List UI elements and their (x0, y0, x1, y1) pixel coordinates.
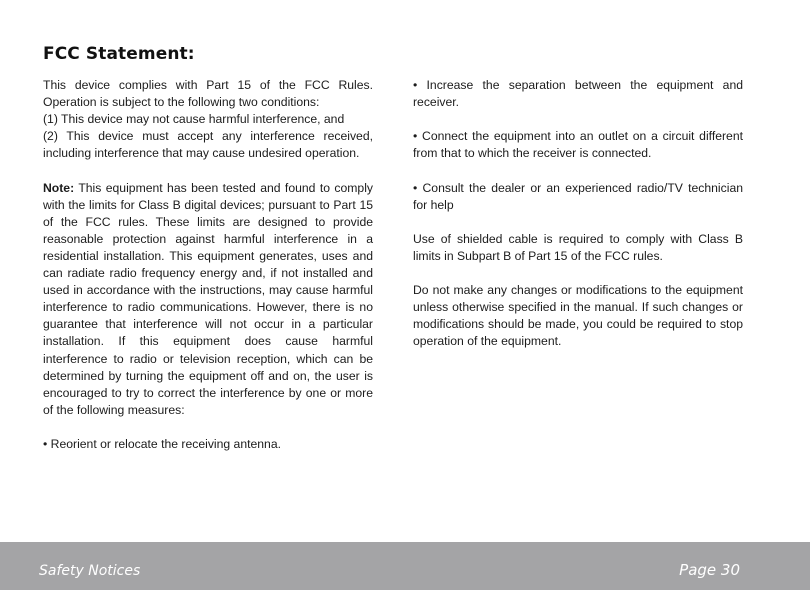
bullet-increase-separation: • Increase the separation between the equipment and receiver. (413, 78, 743, 110)
right-column (413, 77, 743, 351)
note-label: Note: (43, 180, 75, 195)
footer-section-label: Safety Notices (39, 563, 141, 579)
shielded-cable-paragraph: Use of shielded cable is required to comply with Class B limits in Subpart B of Part 15 of the FCC rules. (413, 231, 743, 263)
note-text: This equipment has been tested and found to comply with the limits for Class B digital devices; pursuant to Part 15 of the FCC rules. These limits are designed to provide reasonable protection against harmful interference in a residential installation. This equipment generates, uses and can radiate radio frequency energy and, if not installed and used in accordance with the instructions, may cause harmful interference to radio communications. However, there is no guarantee that interference will not occur in a particular installation. If this equipment does cause harmful interference to radio or television reception, which can be determined by turning the equipment off and on, the user is encouraged to try to correct the interference by one or more of the following measures: (43, 180, 373, 417)
bullet-consult-dealer: • Consult the dealer or an experienced radio/TV technician for help (413, 180, 743, 212)
condition-1: (1) This device may not cause harmful interference, and (43, 112, 345, 127)
modifications-paragraph: Do not make any changes or modifications to the equipment unless otherwise specified in the manual. If such changes or modifications should be made, you could be required to stop operation of the equipment. (413, 283, 743, 349)
note-paragraph (43, 180, 373, 419)
page-number: Page 30 (679, 561, 740, 579)
page-title: FCC Statement: (43, 44, 195, 64)
intro-paragraph: This device complies with Part 15 of the FCC Rules. Operation is subject to the following two conditions: (43, 78, 373, 110)
bullet-connect-outlet: • Connect the equipment into an outlet on a circuit different from that to which the receiver is connected. (413, 129, 743, 161)
bullet-reorient-antenna: • Reorient or relocate the receiving antenna. (43, 436, 282, 451)
condition-2: (2) This device must accept any interference received, including interference that may cause undesired operation. (43, 129, 373, 161)
footer-bar (0, 542, 810, 590)
left-column (43, 77, 373, 453)
